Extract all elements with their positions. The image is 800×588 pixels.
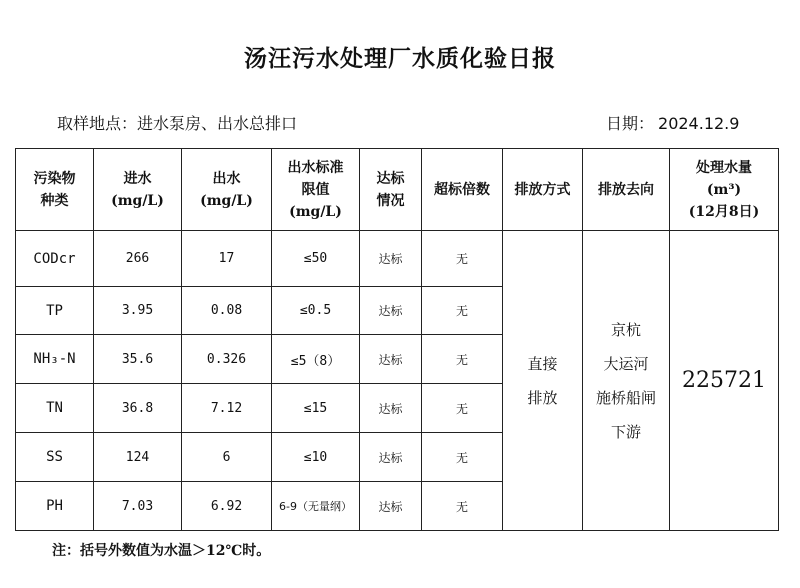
header-outflow <box>182 149 272 231</box>
date-label: 日期： <box>606 114 655 133</box>
header-inflow <box>94 149 182 231</box>
header-row <box>16 149 779 231</box>
discharge-direction-line2: 大运河 <box>603 354 649 373</box>
status-cell: 达标 <box>360 384 422 433</box>
header-exceed: 超标倍数 <box>422 149 503 231</box>
header-limit-line1: 出水标准 <box>287 159 344 176</box>
outflow-cell: 7.12 <box>182 384 272 433</box>
status-cell: 达标 <box>360 433 422 482</box>
treated-volume-cell: 225721 <box>670 231 779 531</box>
outflow-cell: 6 <box>182 433 272 482</box>
exceed-cell: 无 <box>422 335 503 384</box>
exceed-cell: 无 <box>422 287 503 335</box>
limit-cell: 6-9（无量纲） <box>272 482 360 531</box>
pollutant-cell: TP <box>16 287 94 335</box>
outflow-cell: 0.326 <box>182 335 272 384</box>
header-compliance <box>360 149 422 231</box>
limit-cell: ≤50 <box>272 231 360 287</box>
report-title: 汤汪污水处理厂水质化验日报 <box>244 46 556 72</box>
inflow-cell: 124 <box>94 433 182 482</box>
header-discharge-method: 排放方式 <box>503 149 583 231</box>
date-value: 2024.12.9 <box>658 114 740 133</box>
inflow-cell: 3.95 <box>94 287 182 335</box>
pollutant-cell: CODcr <box>16 231 94 287</box>
header-outflow-line1: 出水 <box>212 170 241 187</box>
header-compliance-line2: 情况 <box>376 192 405 209</box>
outflow-cell: 0.08 <box>182 287 272 335</box>
header-compliance-line1: 达标 <box>376 170 405 187</box>
header-pollutant-line1: 污染物 <box>33 170 76 187</box>
header-volume-line2: (m³) <box>706 181 742 198</box>
outflow-cell: 6.92 <box>182 482 272 531</box>
exceed-cell: 无 <box>422 384 503 433</box>
limit-cell: ≤10 <box>272 433 360 482</box>
header-discharge-direction: 排放去向 <box>583 149 670 231</box>
discharge-direction-line4: 下游 <box>610 422 641 441</box>
water-quality-table <box>15 148 779 531</box>
report-date <box>606 111 739 134</box>
header-volume-line1: 处理水量 <box>696 159 752 176</box>
header-volume <box>670 149 779 231</box>
discharge-method-line2: 排放 <box>527 388 558 407</box>
header-pollutant-line2: 种类 <box>40 192 69 209</box>
status-cell: 达标 <box>360 335 422 384</box>
header-volume-line3: (12月8日) <box>688 203 760 220</box>
header-pollutant <box>16 149 94 231</box>
inflow-cell: 36.8 <box>94 384 182 433</box>
pollutant-cell: TN <box>16 384 94 433</box>
header-outflow-line2: (mg/L) <box>200 192 253 209</box>
pollutant-cell: PH <box>16 482 94 531</box>
exceed-cell: 无 <box>422 482 503 531</box>
pollutant-cell: NH₃-N <box>16 335 94 384</box>
pollutant-cell: SS <box>16 433 94 482</box>
header-inflow-line1: 进水 <box>123 170 152 187</box>
inflow-cell: 7.03 <box>94 482 182 531</box>
inflow-cell: 35.6 <box>94 335 182 384</box>
discharge-method-line1: 直接 <box>527 354 558 373</box>
exceed-cell: 无 <box>422 433 503 482</box>
status-cell: 达标 <box>360 231 422 287</box>
sampling-location: 取样地点：进水泵房、出水总排口 <box>57 114 298 133</box>
header-limit <box>272 149 360 231</box>
header-limit-line2: 限值 <box>301 181 330 198</box>
status-cell: 达标 <box>360 482 422 531</box>
inflow-cell: 266 <box>94 231 182 287</box>
table-row <box>16 231 779 287</box>
limit-cell: ≤15 <box>272 384 360 433</box>
limit-cell: ≤0.5 <box>272 287 360 335</box>
discharge-direction-line3: 施桥船闸 <box>595 388 656 407</box>
header-limit-line3: (mg/L) <box>289 203 342 220</box>
discharge-method-cell <box>503 231 583 531</box>
status-cell: 达标 <box>360 287 422 335</box>
outflow-cell: 17 <box>182 231 272 287</box>
footnote: 注：括号外数值为水温＞12℃时。 <box>52 543 271 559</box>
discharge-direction-line1: 京杭 <box>610 320 641 339</box>
discharge-direction-cell <box>583 231 670 531</box>
limit-cell: ≤5（8） <box>272 335 360 384</box>
header-inflow-line2: (mg/L) <box>111 192 164 209</box>
exceed-cell: 无 <box>422 231 503 287</box>
